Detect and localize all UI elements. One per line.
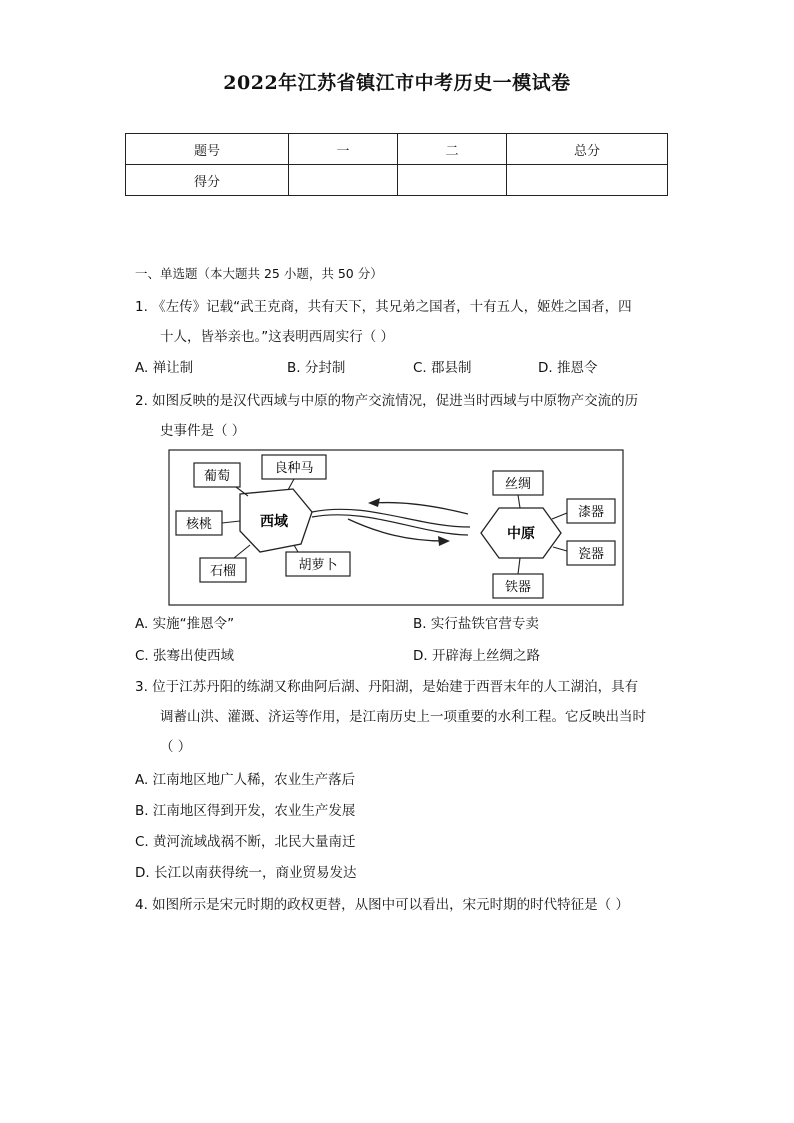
connector-line	[222, 521, 240, 523]
q1-option-b[interactable]: B. 分封制	[287, 360, 346, 376]
question-3-line-3: （ ）	[160, 739, 192, 755]
q2-option-c[interactable]: C. 张骞出使西域	[135, 648, 235, 664]
q1-option-d[interactable]: D. 推恩令	[538, 360, 598, 376]
item-porcelain: 瓷器	[577, 547, 605, 562]
question-1-line-1: 1. 《左传》记载“武王克商，共有天下，其兄弟之国者，十有五人，姬姓之国者，四	[135, 299, 632, 315]
connector-line	[553, 547, 567, 551]
q3-option-b[interactable]: B. 江南地区得到开发，农业生产发展	[135, 803, 356, 819]
q3-option-d[interactable]: D. 长江以南获得统一，商业贸易发达	[135, 865, 357, 881]
west-label: 西域	[260, 514, 288, 530]
row-label-cell: 得分	[126, 165, 289, 196]
score-table-row	[126, 165, 668, 196]
item-horse: 良种马	[274, 461, 314, 476]
question-3-line-1: 3. 位于江苏丹阳的练湖又称曲阿后湖、丹阳湖，是始建于西晋末年的人工湖泊，具有	[135, 679, 639, 695]
item-iron: 铁器	[504, 580, 532, 595]
score-table	[125, 133, 668, 196]
item-carrot: 胡萝卜	[298, 558, 338, 573]
connector-line	[518, 495, 520, 508]
score-cell[interactable]	[398, 165, 507, 196]
central-label: 中原	[507, 526, 535, 542]
question-1-line-2: 十人，皆举亲也。”这表明西周实行（ ）	[160, 329, 395, 345]
q3-option-c[interactable]: C. 黄河流域战祸不断，北民大量南迁	[135, 834, 356, 850]
connector-line	[234, 545, 250, 558]
question-2-line-1: 2. 如图反映的是汉代西域与中原的物产交流情况，促进当时西域与中原物产交流的历	[135, 393, 639, 409]
header-cell: 总分	[507, 134, 668, 165]
arrow-line	[312, 509, 470, 527]
score-cell[interactable]	[289, 165, 398, 196]
header-cell: 二	[398, 134, 507, 165]
q1-option-a[interactable]: A. 禅让制	[135, 360, 194, 376]
question-2-line-2: 史事件是（ ）	[160, 423, 246, 439]
question-4-line-1: 4. 如图所示是宋元时期的政权更替，从图中可以看出，宋元时期的时代特征是（ ）	[135, 897, 629, 913]
connector-line	[294, 545, 298, 552]
q2-option-a[interactable]: A. 实施“推恩令”	[135, 616, 235, 632]
q2-option-b[interactable]: B. 实行盐铁官营专卖	[413, 616, 539, 632]
connector-line	[552, 513, 567, 519]
question-3-line-2: 调蓄山洪、灌溉、济运等作用，是江南历史上一项重要的水利工程。它反映出当时	[160, 709, 646, 725]
arrowhead-icon	[438, 536, 450, 546]
item-lacquer: 漆器	[577, 505, 605, 520]
section-heading: 一、单选题（本大题共 25 小题，共 50 分）	[135, 266, 383, 281]
connector-line	[518, 558, 520, 574]
score-table-header-row	[126, 134, 668, 165]
q3-option-a[interactable]: A. 江南地区地广人稀，农业生产落后	[135, 772, 356, 788]
q2-option-d[interactable]: D. 开辟海上丝绸之路	[413, 648, 540, 664]
item-silk: 丝绸	[504, 477, 532, 492]
exam-title: 2022年江苏省镇江市中考历史一模试卷	[223, 72, 571, 94]
header-cell: 题号	[126, 134, 289, 165]
item-grape: 葡萄	[203, 469, 231, 484]
arrow-to-west-line	[374, 503, 468, 514]
header-cell: 一	[289, 134, 398, 165]
score-cell[interactable]	[507, 165, 668, 196]
trade-diagram	[168, 449, 624, 607]
arrowhead-icon	[368, 498, 380, 507]
item-walnut: 核桃	[185, 517, 213, 532]
item-pomegranate: 石榴	[209, 564, 237, 579]
q1-option-c[interactable]: C. 郡县制	[413, 360, 472, 376]
